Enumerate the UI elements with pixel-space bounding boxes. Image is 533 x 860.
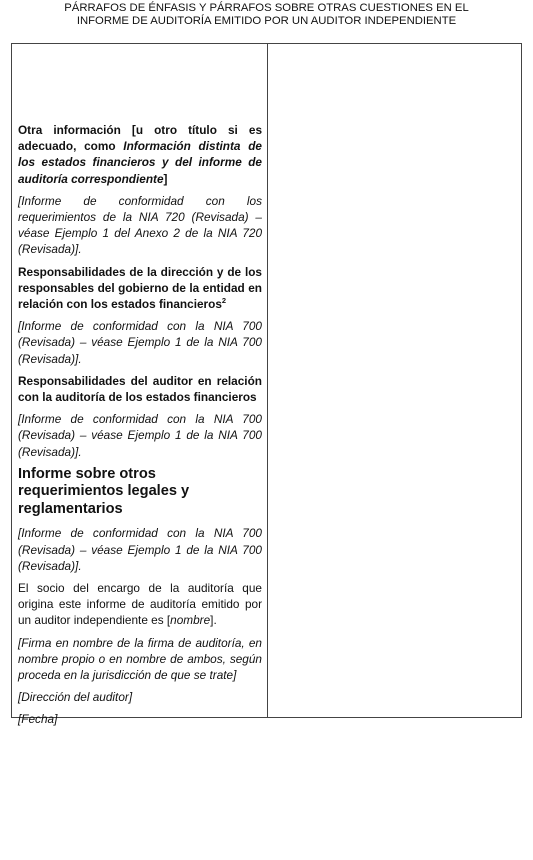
- auditor-address-placeholder: [Dirección del auditor]: [18, 690, 133, 705]
- other-info-heading-c: ]: [163, 171, 168, 186]
- header-line-2: INFORME DE AUDITORÍA EMITIDO POR UN AUDITOR INDEPENDIENTE: [76, 15, 457, 27]
- management-body: [Informe de conformidad con la NIA 700 (Revisada) – véase Ejemplo 1 de la NIA 700 (Revisada)].: [18, 319, 262, 366]
- legal-body: [Informe de conformidad con la NIA 700 (Revisada) – véase Ejemplo 1 de la NIA 700 (Revisada)].: [18, 526, 262, 573]
- header-line-1: PÁRRAFOS DE ÉNFASIS Y PÁRRAFOS SOBRE OTRAS CUESTIONES EN EL: [64, 2, 469, 14]
- signature-placeholder: [Firma en nombre de la firma de auditoría, en nombre propio o en nombre de ambos, según proceda en la jurisdicción de que se trate]: [18, 635, 262, 682]
- other-info-body: [Informe de conformidad con los requerimientos de la NIA 720 (Revisada) – véase Ejemplo 1 del Anexo 2 de la NIA 720 (Revisada)].: [18, 193, 262, 257]
- management-heading: [18, 264, 262, 313]
- other-info-heading-italic: Información distinta de los estados financieros y del informe de auditoría correspondiente: [18, 139, 262, 186]
- footnote-marker: 2: [221, 296, 227, 306]
- partner-paragraph: [18, 580, 262, 629]
- other-info-heading-a: Otra información [u otro título si es adecuado, como: [18, 123, 262, 154]
- management-heading-text: Responsabilidades de la dirección y de los responsables del gobierno de la entidad en relación con los estados financieros: [18, 264, 262, 312]
- auditor-body: [Informe de conformidad con la NIA 700 (Revisada) – véase Ejemplo 1 de la NIA 700 (Revisada)].: [18, 412, 262, 459]
- partner-text-a: El socio del encargo de la auditoría que origina este informe de auditoría emitido por un auditor independiente es [: [18, 580, 262, 628]
- legal-heading: Informe sobre otros requerimientos legales y reglamentarios: [18, 465, 190, 517]
- auditor-heading: Responsabilidades del auditor en relación con la auditoría de los estados financieros: [18, 373, 262, 405]
- left-column: [18, 122, 262, 734]
- page-header: [0, 2, 533, 28]
- other-info-heading: [18, 122, 262, 187]
- partner-name-placeholder: nombre: [170, 613, 211, 628]
- partner-text-c: ].: [210, 613, 217, 628]
- report-table: [11, 43, 522, 727]
- date-placeholder: [Fecha]: [18, 712, 58, 727]
- column-divider: [267, 44, 268, 717]
